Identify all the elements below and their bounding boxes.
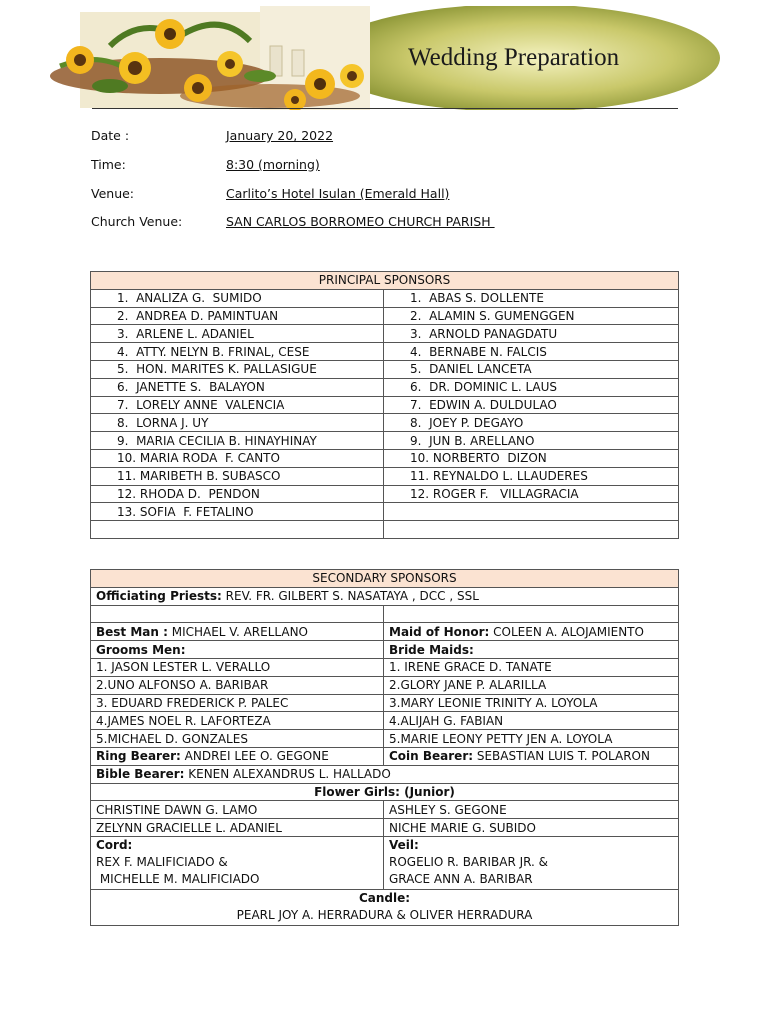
table-row [91, 503, 679, 521]
principal-sponsor-right-4: 4. BERNABE N. FALCIS [384, 343, 679, 361]
bridesmaid-1: 1. IRENE GRACE D. TANATE [384, 658, 679, 676]
groomsman-1: 1. JASON LESTER L. VERALLO [91, 658, 384, 676]
venue-value: Carlito’s Hotel Isulan (Emerald Hall) [226, 186, 450, 201]
principal-sponsor-right-8: 8. JOEY P. DEGAYO [384, 414, 679, 432]
table-row [91, 414, 679, 432]
best-man-row [91, 623, 679, 641]
table-row [91, 676, 679, 694]
principal-sponsor-right-9: 9. JUN B. ARELLANO [384, 432, 679, 450]
best-man-label: Best Man : [96, 624, 168, 639]
principal-sponsors-heading: PRINCIPAL SPONSORS [91, 272, 679, 290]
bridesmaids-label: Bride Maids: [384, 641, 679, 659]
table-row [91, 730, 679, 748]
time-value: 8:30 (morning) [226, 157, 320, 172]
secondary-sponsors-table [90, 569, 679, 926]
best-man-value: MICHAEL V. ARELLANO [167, 624, 309, 639]
principal-sponsor-right-10: 10. NORBERTO DIZON [384, 449, 679, 467]
principal-sponsor-right-12: 12. ROGER F. VILLAGRACIA [384, 485, 679, 503]
table-row [91, 307, 679, 325]
page-title: Wedding Preparation [408, 44, 620, 71]
cord-line-2: MICHELLE M. MALIFICIADO [96, 871, 260, 886]
principal-sponsor-left-2: 2. ANDREA D. PAMINTUAN [91, 307, 384, 325]
groomsman-4: 4.JAMES NOEL R. LAFORTEZA [91, 712, 384, 730]
maid-of-honor-label: Maid of Honor: [389, 624, 490, 639]
table-row [91, 325, 679, 343]
groomsmen-heading-row [91, 641, 679, 659]
flower-girl-left-2: ZELYNN GRACIELLE L. ADANIEL [91, 819, 384, 837]
principal-sponsor-left-9: 9. MARIA CECILIA B. HINAYHINAY [91, 432, 384, 450]
principal-sponsor-right-3: 3. ARNOLD PANAGDATU [384, 325, 679, 343]
flower-girls-heading-row [91, 783, 679, 801]
table-row [91, 396, 679, 414]
date-label: Date : [91, 128, 130, 143]
table-row [91, 432, 679, 450]
flower-girl-right-1: ASHLEY S. GEGONE [384, 801, 679, 819]
table-row [91, 449, 679, 467]
table-row [91, 467, 679, 485]
principal-sponsor-left-11: 11. MARIBETH B. SUBASCO [91, 467, 384, 485]
principal-sponsor-right-7: 7. EDWIN A. DULDULAO [384, 396, 679, 414]
flower-girl-left-1: CHRISTINE DAWN G. LAMO [91, 801, 384, 819]
principal-sponsor-left-6: 6. JANETTE S. BALAYON [91, 378, 384, 396]
officiating-priests-row [91, 587, 679, 605]
empty-cell [384, 503, 679, 521]
officiating-priests-label: Officiating Priests: [96, 589, 222, 604]
principal-sponsor-right-5: 5. DANIEL LANCETA [384, 360, 679, 378]
church-venue-value: SAN CARLOS BORROMEO CHURCH PARISH [226, 214, 495, 229]
bridesmaid-5: 5.MARIE LEONY PETTY JEN A. LOYOLA [384, 730, 679, 748]
coin-bearer-value: SEBASTIAN LUIS T. POLARON [473, 749, 650, 764]
principal-sponsor-left-7: 7. LORELY ANNE VALENCIA [91, 396, 384, 414]
cord-line-1: REX F. MALIFICIADO & [96, 854, 228, 869]
ring-bearer-value: ANDREI LEE O. GEGONE [180, 749, 329, 764]
table-row [91, 521, 679, 539]
veil-line-1: ROGELIO R. BARIBAR JR. & [389, 854, 549, 869]
sunflower-arrangement-image [50, 6, 370, 110]
principal-sponsor-right-11: 11. REYNALDO L. LLAUDERES [384, 467, 679, 485]
groomsman-2: 2.UNO ALFONSO A. BARIBAR [91, 676, 384, 694]
church-venue-label: Church Venue: [91, 214, 183, 229]
principal-sponsor-right-2: 2. ALAMIN S. GUMENGGEN [384, 307, 679, 325]
principal-sponsor-left-4: 4. ATTY. NELYN B. FRINAL, CESE [91, 343, 384, 361]
flower-girl-right-2: NICHE MARIE G. SUBIDO [384, 819, 679, 837]
principal-sponsor-right-1: 1. ABAS S. DOLLENTE [384, 289, 679, 307]
principal-sponsor-left-1: 1. ANALIZA G. SUMIDO [91, 289, 384, 307]
groomsmen-label: Grooms Men: [91, 641, 384, 659]
table-header-row [91, 272, 679, 290]
principal-sponsor-right-6: 6. DR. DOMINIC L. LAUS [384, 378, 679, 396]
table-row [91, 343, 679, 361]
groomsman-3: 3. EDUARD FREDERICK P. PALEC [91, 694, 384, 712]
cord-veil-row [91, 836, 679, 889]
principal-sponsors-table [90, 271, 679, 539]
bearers-row [91, 747, 679, 765]
veil-label: Veil: [389, 837, 419, 852]
principal-sponsor-left-10: 10. MARIA RODA F. CANTO [91, 449, 384, 467]
secondary-sponsors-heading: SECONDARY SPONSORS [91, 570, 679, 588]
blank-row [91, 605, 679, 623]
cord-label: Cord: [96, 837, 133, 852]
table-row [91, 658, 679, 676]
principal-sponsor-left-8: 8. LORNA J. UY [91, 414, 384, 432]
groomsman-5: 5.MICHAEL D. GONZALES [91, 730, 384, 748]
ring-bearer-label: Ring Bearer: [96, 749, 181, 764]
date-value: January 20, 2022 [226, 128, 334, 143]
principal-sponsor-left-5: 5. HON. MARITES K. PALLASIGUE [91, 360, 384, 378]
flower-girls-label: Flower Girls: (Junior) [91, 783, 679, 801]
bridesmaid-2: 2.GLORY JANE P. ALARILLA [384, 676, 679, 694]
table-header-row [91, 570, 679, 588]
table-row [91, 801, 679, 819]
officiating-priests-value: REV. FR. GILBERT S. NASATAYA , DCC , SSL [221, 589, 479, 604]
principal-sponsor-left-3: 3. ARLENE L. ADANIEL [91, 325, 384, 343]
coin-bearer-label: Coin Bearer: [389, 749, 474, 764]
table-row [91, 360, 679, 378]
bible-bearer-label: Bible Bearer: [96, 767, 185, 782]
empty-cell [384, 521, 679, 539]
candle-value: PEARL JOY A. HERRADURA & OLIVER HERRADURA [236, 907, 533, 922]
table-row [91, 694, 679, 712]
empty-cell [91, 521, 384, 539]
candle-label: Candle: [358, 890, 411, 905]
principal-sponsor-left-13: 13. SOFIA F. FETALINO [91, 503, 384, 521]
principal-sponsor-left-12: 12. RHODA D. PENDON [91, 485, 384, 503]
bible-bearer-row [91, 765, 679, 783]
bible-bearer-value: KENEN ALEXANDRUS L. HALLADO [184, 767, 391, 782]
table-row [91, 378, 679, 396]
maid-of-honor-value: COLEEN A. ALOJAMIENTO [489, 624, 644, 639]
veil-line-2: GRACE ANN A. BARIBAR [389, 871, 533, 886]
candle-row [91, 889, 679, 925]
table-row [91, 819, 679, 837]
header-divider [92, 108, 678, 109]
venue-label: Venue: [91, 186, 135, 201]
table-row [91, 712, 679, 730]
bridesmaid-3: 3.MARY LEONIE TRINITY A. LOYOLA [384, 694, 679, 712]
table-row [91, 485, 679, 503]
bridesmaid-4: 4.ALIJAH G. FABIAN [384, 712, 679, 730]
table-row [91, 289, 679, 307]
time-label: Time: [91, 157, 126, 172]
